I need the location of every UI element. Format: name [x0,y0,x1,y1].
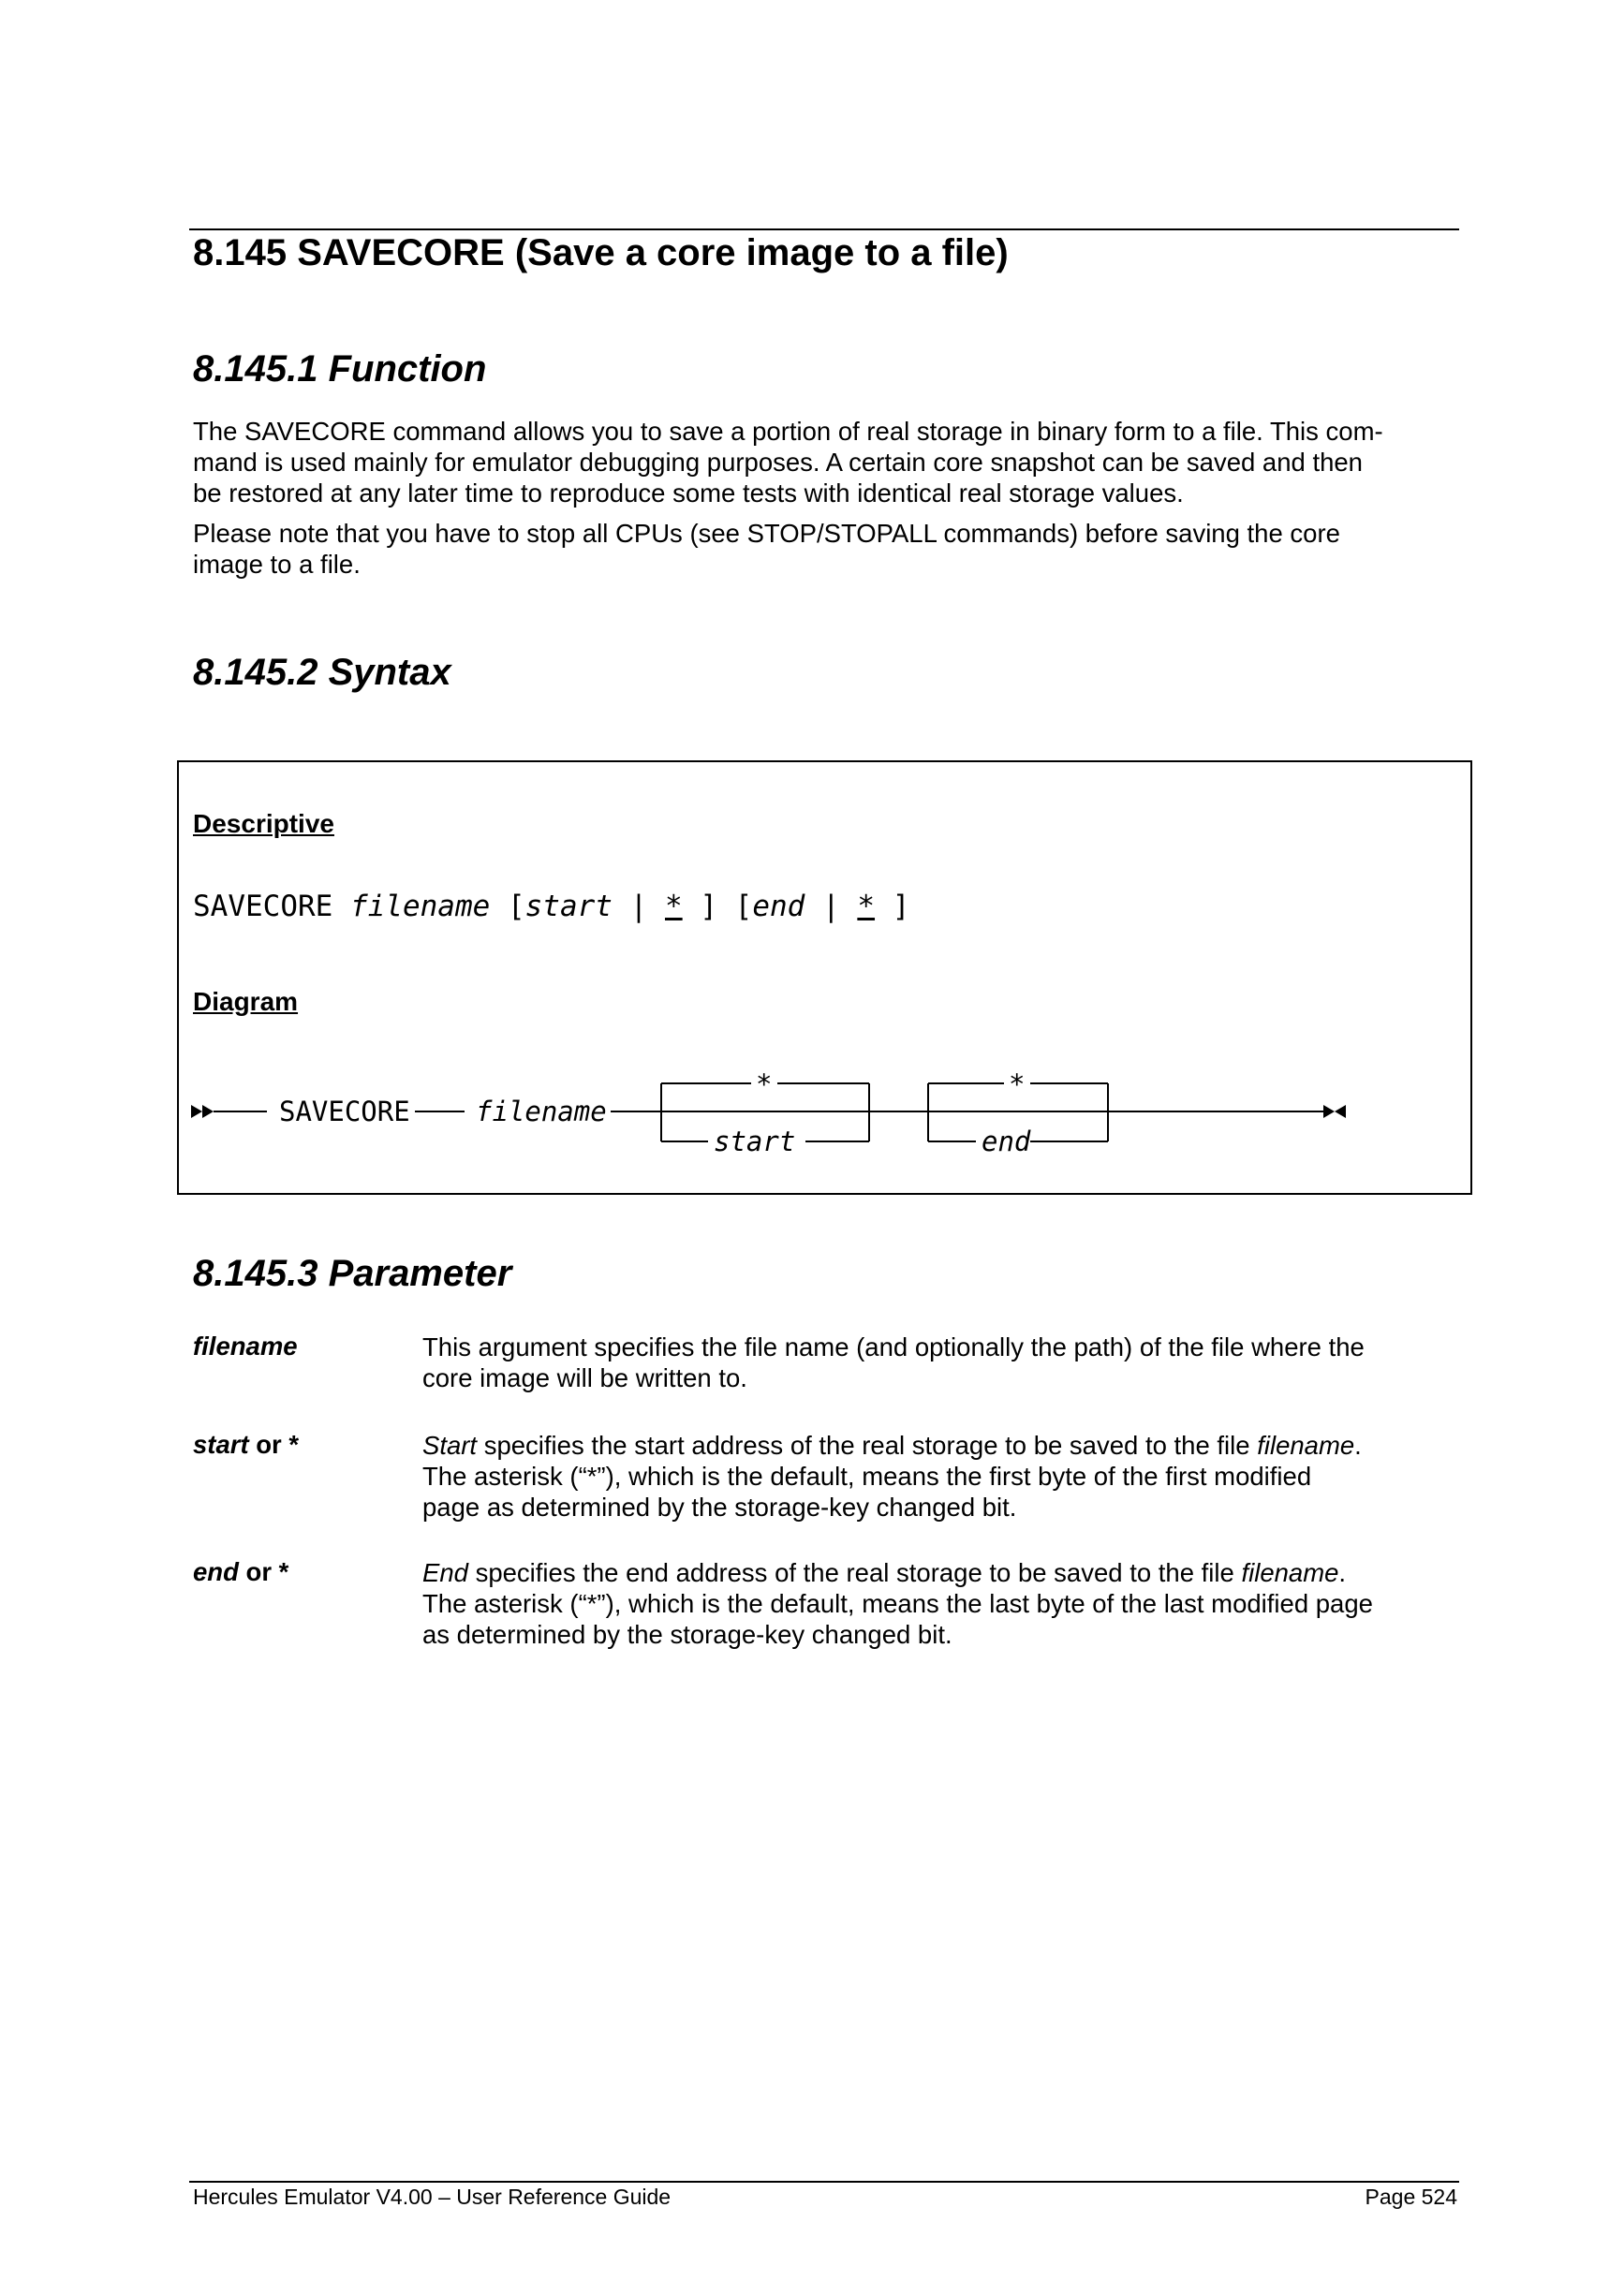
parameter-heading: 8.145.3 Parameter [193,1253,512,1294]
text-fragment: . [1354,1431,1362,1460]
filename-ref: filename [1241,1558,1339,1587]
end-arrow-icon [1323,1105,1335,1118]
text-line: The asterisk (“*”), which is the default, means the first byte of the first modified [422,1462,1312,1491]
param-term-suffix: or * [248,1430,300,1459]
footer-title: Hercules Emulator V4.00 – User Reference Guide [193,2185,672,2209]
syntax-default-star: * [857,890,876,923]
text-line: The asterisk (“*”), which is the default, means the last byte of the last modified page [422,1589,1373,1618]
param-desc-end [422,1557,1462,1650]
param-term-start [193,1430,299,1460]
filename-ref: filename [1257,1431,1355,1460]
text-line: as determined by the storage-key changed bit. [422,1620,952,1649]
diagram-start: start [714,1126,796,1157]
start-arrow-icon [202,1105,214,1118]
syntax-bracket: ] [892,890,910,923]
text-line: mand is used mainly for emulator debugging purposes. A certain core snapshot can be saved and then [193,448,1363,477]
syntax-end: end [752,890,805,923]
text-fragment: specifies the start address of the real storage to be saved to the file [477,1431,1258,1460]
syntax-bar: | [822,890,840,923]
diagram-star: * [1009,1068,1026,1100]
text-line [422,1430,1462,1461]
syntax-command: SAVECORE [193,890,333,923]
param-term-end [193,1557,288,1587]
text-line [422,1557,1462,1588]
param-desc-start [422,1430,1462,1523]
syntax-diagram [187,1058,1405,1170]
syntax-start: start [524,890,613,923]
syntax-bracket: ] [700,890,717,923]
text-line: page as determined by the storage-key changed bit. [422,1493,1017,1522]
param-term: end [193,1557,239,1586]
diagram-command: SAVECORE [279,1096,410,1127]
param-term: start [193,1430,249,1459]
end-arrow-icon [1335,1105,1346,1118]
function-paragraph-2 [193,518,1448,580]
text-line: be restored at any later time to reproduce some tests with identical real storage values. [193,478,1184,508]
param-name-ref: Start [422,1431,478,1460]
page-number: Page 524 [1365,2185,1457,2209]
param-desc-filename [422,1332,1462,1393]
text-fragment: . [1338,1558,1347,1587]
text-line: core image will be written to. [422,1363,747,1392]
syntax-bar: | [629,890,648,923]
syntax-default-star: * [664,890,683,923]
param-term-suffix: or * [238,1557,289,1586]
function-paragraph-1 [193,416,1448,508]
header-rule [189,228,1459,230]
syntax-bracket: [ [507,890,525,923]
text-line: The SAVECORE command allows you to save a portion of real storage in binary form to a file. This com- [193,417,1383,446]
param-name-ref: End [422,1558,468,1587]
function-heading: 8.145.1 Function [193,348,487,390]
diagram-label: Diagram [193,987,299,1016]
start-arrow-icon [191,1105,202,1118]
diagram-end: end [982,1126,1031,1157]
diagram-star: * [756,1068,773,1100]
diagram-filename: filename [476,1096,607,1127]
text-line: This argument specifies the file name (and optionally the path) of the file where the [422,1332,1365,1361]
param-term-filename [193,1332,298,1361]
text-line: Please note that you have to stop all CPUs (see STOP/STOPALL commands) before saving the core [193,519,1340,548]
param-term: filename [193,1332,298,1361]
descriptive-label: Descriptive [193,809,334,838]
text-fragment: specifies the end address of the real storage to be saved to the file [467,1558,1242,1587]
text-line: image to a file. [193,550,361,579]
descriptive-syntax [193,890,909,923]
syntax-heading: 8.145.2 Syntax [193,652,451,693]
syntax-bracket: [ [734,890,753,923]
syntax-filename: filename [349,890,491,923]
footer-rule [189,2181,1459,2183]
section-title: 8.145 SAVECORE (Save a core image to a file) [193,232,1009,273]
